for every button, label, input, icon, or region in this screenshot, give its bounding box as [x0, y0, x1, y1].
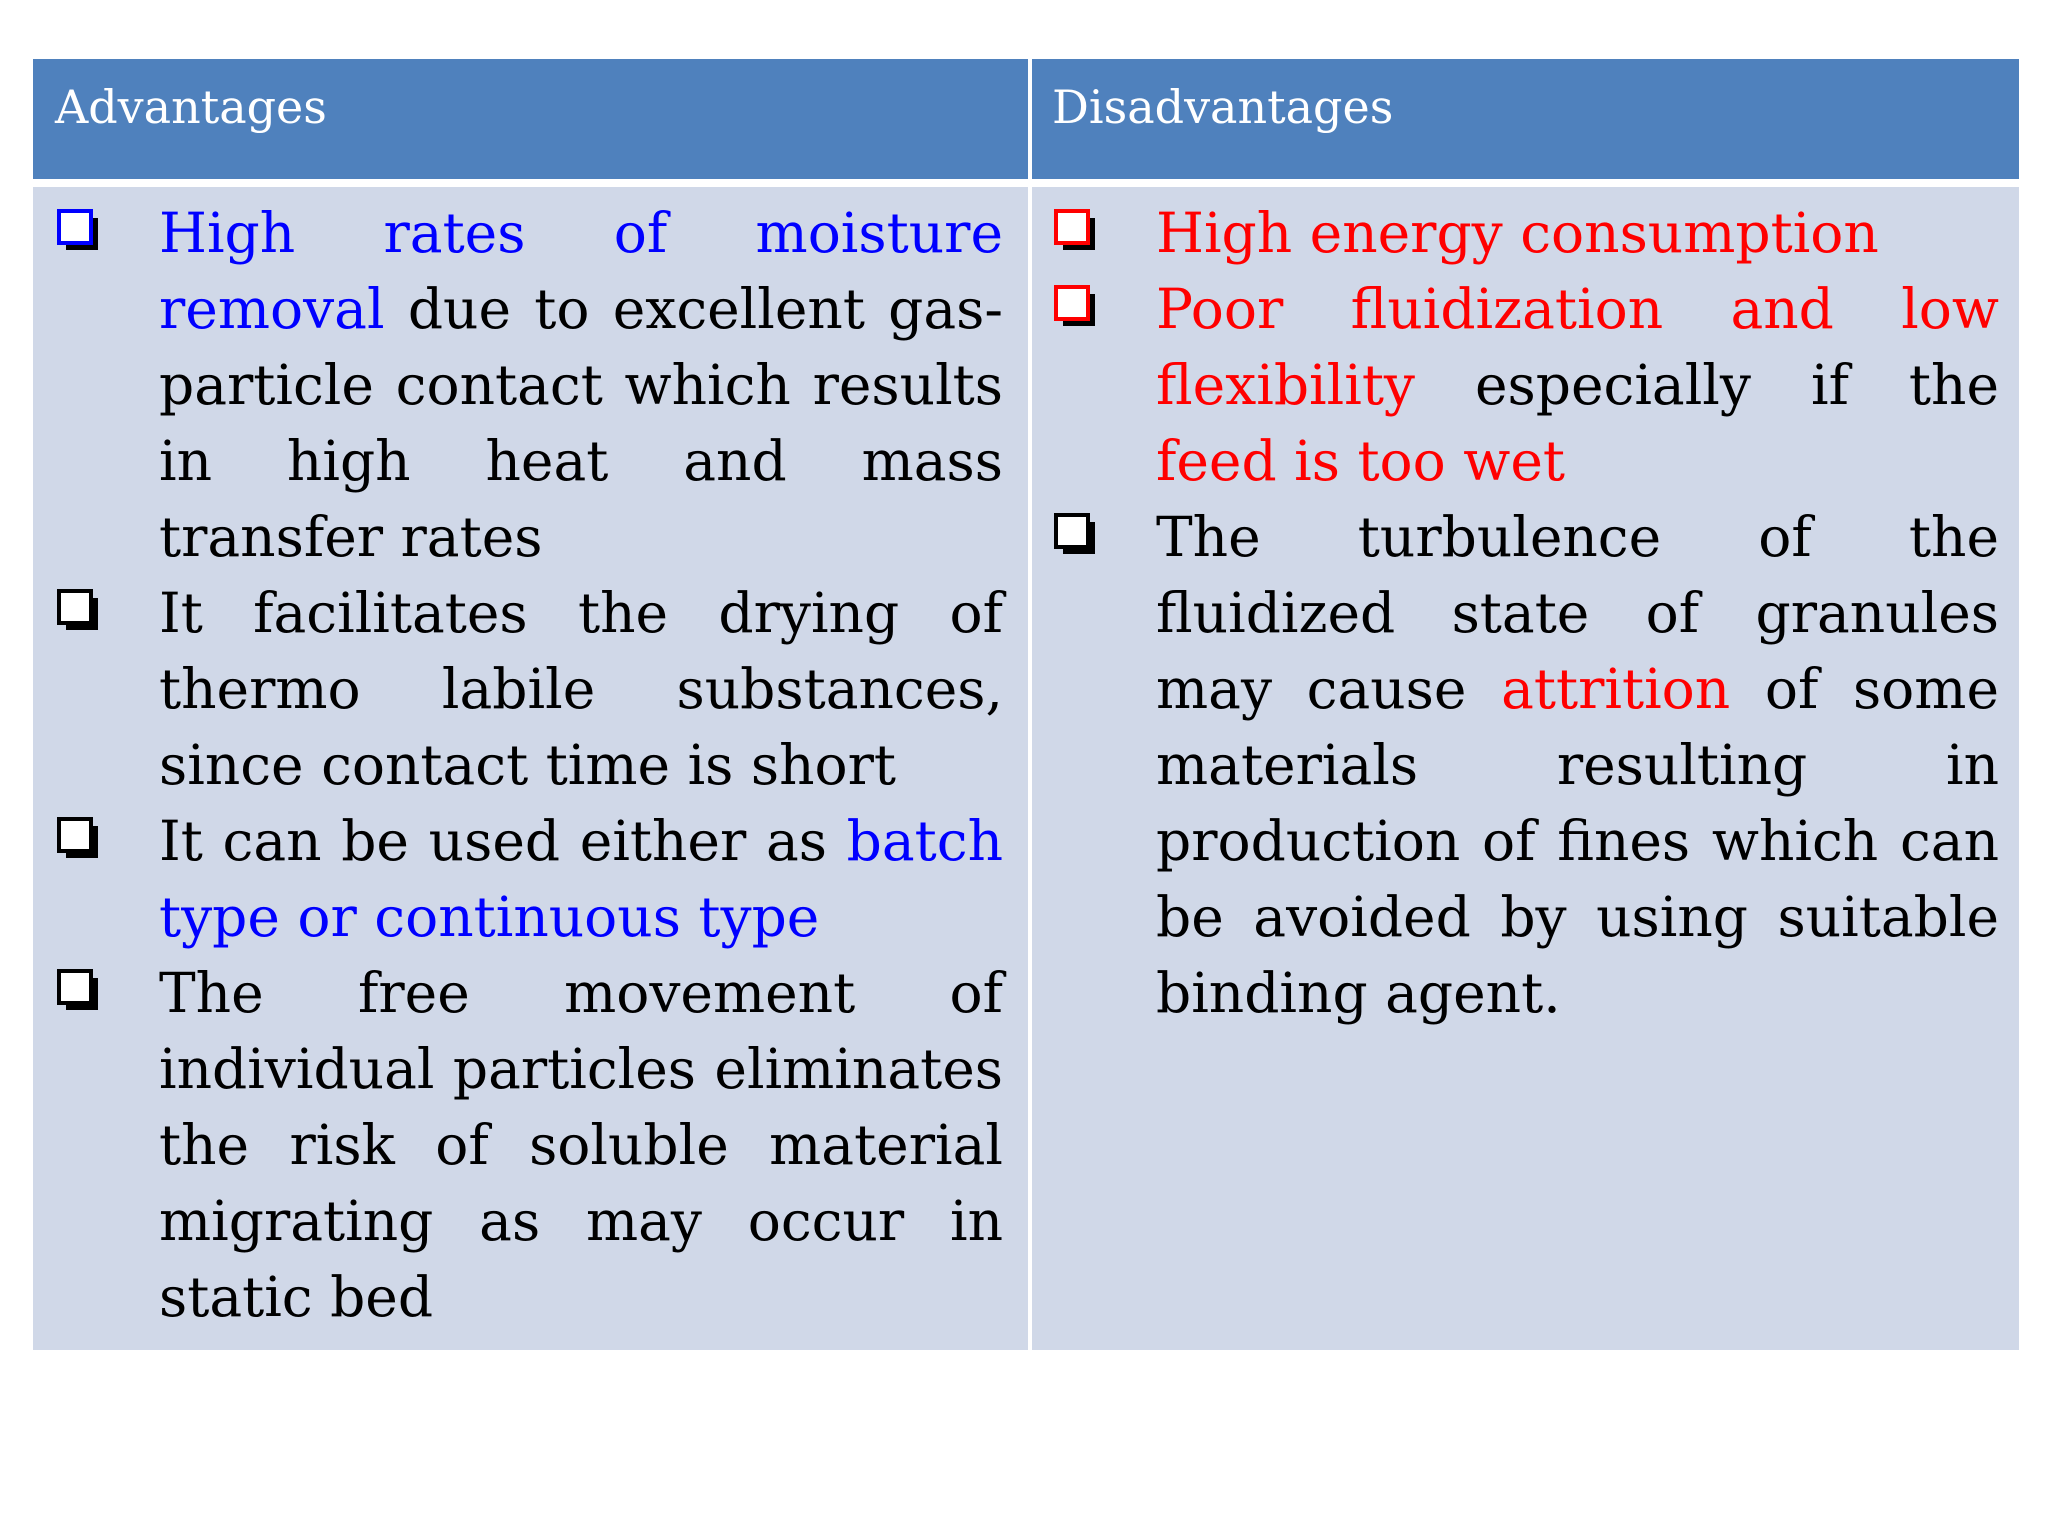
advantages-list: [57, 195, 1003, 1335]
advantage-item-1: [57, 195, 1003, 575]
advantage-item-4: [57, 955, 1003, 1335]
disadvantages-header: Disadvantages: [1032, 59, 2019, 179]
hollow-square-bullet-icon: [57, 817, 100, 860]
advantage-text: It can be used either as: [159, 809, 847, 873]
disadvantage-text: especially if the: [1415, 353, 1999, 417]
disadvantage-highlight-2: feed is too wet: [1156, 429, 1565, 493]
disadvantage-highlight: attrition: [1501, 657, 1731, 721]
advantage-text: It facilitates the drying of thermo labile substances, since contact time is short: [159, 581, 1003, 797]
disadvantages-list: [1054, 195, 1999, 1031]
disadvantage-highlight: High energy consumption: [1156, 201, 1879, 265]
advantages-header: Advantages: [33, 59, 1028, 179]
disadvantage-text-2: of some materials resulting in production of fines which can be avoided by using suitable binding agent.: [1156, 657, 1999, 1025]
advantage-item-3: [57, 803, 1003, 955]
hollow-square-bullet-icon: [57, 969, 100, 1012]
hollow-square-bullet-icon: [57, 589, 100, 632]
disadvantage-item-1: [1054, 195, 1999, 271]
disadvantage-text: The turbulence of the fluidized state of granules may cause: [1156, 505, 1999, 721]
disadvantages-cell: [1032, 187, 2019, 1350]
hollow-square-bullet-icon: [1054, 209, 1097, 252]
hollow-square-bullet-icon: [1054, 285, 1097, 328]
advantage-text: due to excellent gas-particle contact which results in high heat and mass transfer rates: [159, 277, 1003, 569]
advantage-text: The free movement of individual particles eliminates the risk of soluble material migrating as may occur in static bed: [159, 961, 1003, 1329]
hollow-square-bullet-icon: [57, 209, 100, 252]
hollow-square-bullet-icon: [1054, 513, 1097, 556]
comparison-table: [33, 59, 2019, 1350]
header-divider: [33, 179, 2019, 187]
advantage-highlight: batch type or continuous type: [159, 809, 1003, 949]
disadvantage-highlight: Poor fluidization and low flexibility: [1156, 277, 1999, 417]
advantage-item-2: [57, 575, 1003, 803]
advantages-cell: [33, 187, 1028, 1350]
advantage-highlight: High rates of moisture removal: [159, 201, 1003, 341]
disadvantage-item-3: [1054, 499, 1999, 1031]
disadvantage-item-2: [1054, 271, 1999, 499]
